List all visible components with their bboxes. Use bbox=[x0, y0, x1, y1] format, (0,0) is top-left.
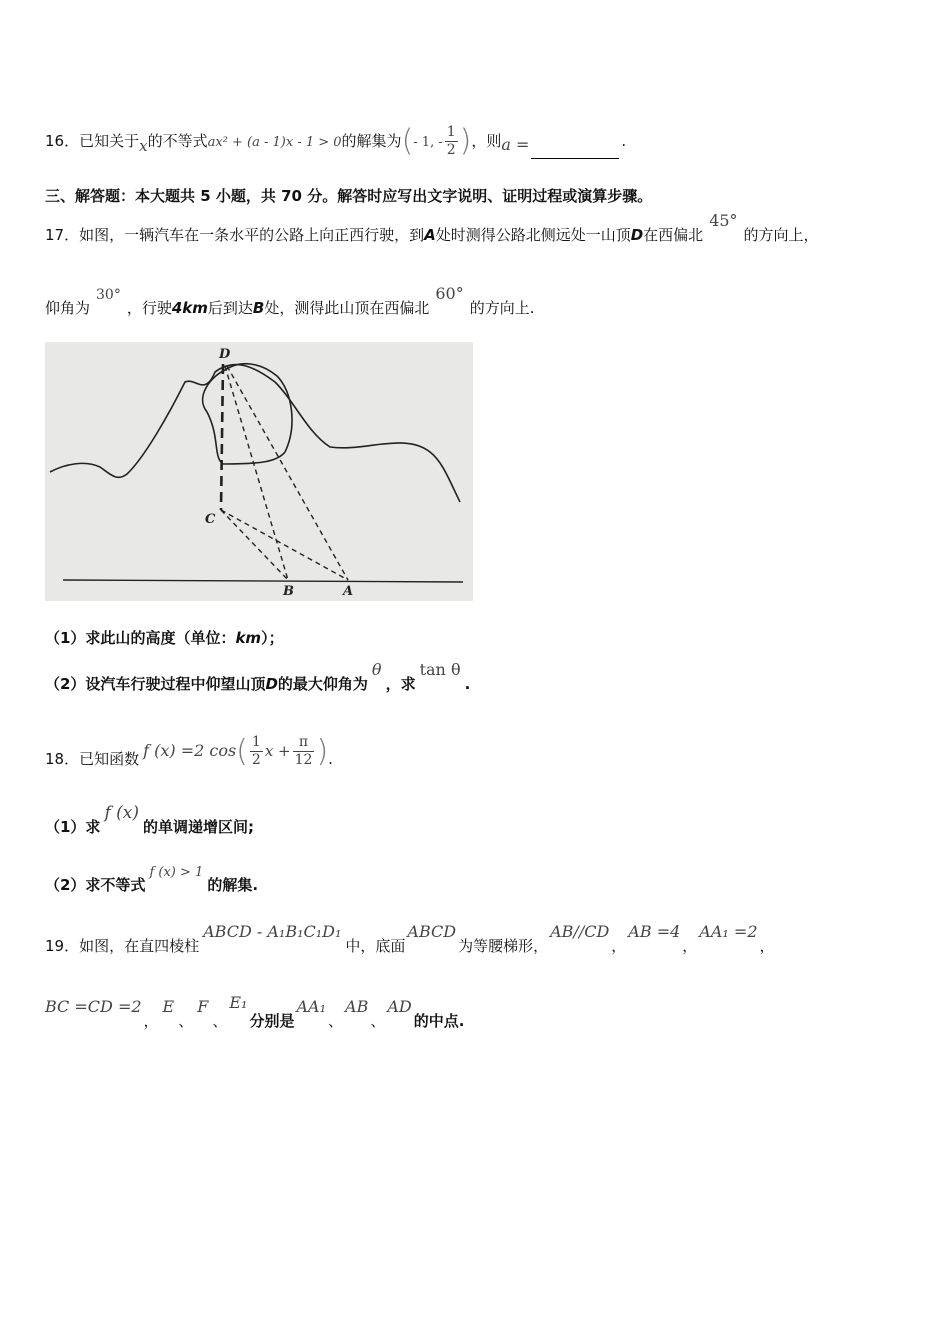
q17-angle-30: 30° bbox=[96, 287, 121, 303]
question-17-line-1 bbox=[45, 211, 819, 246]
q16-interval-left: - 1, - bbox=[413, 135, 443, 150]
line-C-A bbox=[221, 510, 348, 580]
q17-point-A: A bbox=[424, 226, 436, 244]
label-A: A bbox=[343, 584, 354, 599]
q19-mid2: 为等腰梯形， bbox=[458, 937, 549, 955]
q16-period: . bbox=[621, 132, 627, 150]
question-19-line-2 bbox=[45, 993, 465, 1032]
q17-point-B: B bbox=[252, 299, 265, 317]
q16-fraction bbox=[445, 124, 458, 159]
q17-part1-suffix: ）； bbox=[261, 629, 284, 647]
q16-var-x: x bbox=[139, 137, 148, 155]
line-D-B bbox=[225, 366, 288, 580]
q18-left-paren: ( bbox=[236, 733, 248, 769]
q16-frac-den: 2 bbox=[446, 142, 456, 158]
q18-part-1 bbox=[45, 803, 254, 838]
q19-F: F bbox=[197, 997, 209, 1016]
q18-period: . bbox=[328, 750, 333, 768]
q18-prefix: 18．已知函数 bbox=[45, 750, 140, 768]
q17-line2-mid3: 处，测得此山顶在西偏北 bbox=[264, 299, 430, 317]
q17-part2-prefix: （2）设汽车行驶过程中仰望山顶 bbox=[45, 675, 266, 693]
q17-part-1 bbox=[45, 627, 284, 649]
q19-base: ABCD bbox=[407, 922, 457, 941]
q17-part2-mid: 的最大仰角为 bbox=[277, 675, 368, 693]
q19-sep-3: 、 bbox=[328, 1012, 344, 1030]
q18-part1-suffix: 的单调递增区间; bbox=[143, 818, 254, 836]
question-17-line-2 bbox=[45, 284, 535, 320]
q17-part2-end: . bbox=[464, 675, 471, 693]
q18-part-2 bbox=[45, 865, 259, 898]
q17-theta: θ bbox=[371, 660, 382, 679]
q19-mid3: 分别是 bbox=[249, 1012, 295, 1030]
q17-part2-mid2: ，求 bbox=[385, 675, 416, 693]
q16-var-a: a = bbox=[501, 135, 530, 154]
q16-right-paren: ) bbox=[459, 123, 472, 159]
summit-outline bbox=[203, 364, 292, 464]
q19-E1: E₁ bbox=[229, 993, 248, 1012]
q19-sep-1: 、 bbox=[178, 1012, 194, 1030]
q16-answer-blank bbox=[531, 144, 619, 159]
q17-line1-mid2: 在西偏北 bbox=[643, 226, 704, 244]
ground-line bbox=[63, 580, 463, 582]
q19-parallel: AB//CD bbox=[550, 922, 610, 941]
q17-mountain-diagram bbox=[45, 342, 473, 601]
q19-prefix: 19．如图，在直四棱柱 bbox=[45, 937, 200, 955]
q18-func-lhs: f (x) =2 cos bbox=[143, 741, 237, 760]
q16-text-solution: 的解集为 bbox=[341, 132, 402, 150]
q16-text-then: ，则 bbox=[471, 132, 502, 150]
q19-AB: AB bbox=[345, 997, 369, 1016]
q18-right-paren: ) bbox=[316, 733, 329, 769]
q18-part2-ineq: f (x) > 1 bbox=[149, 865, 204, 880]
question-18 bbox=[45, 733, 333, 777]
q16-text-ineq: 的不等式 bbox=[147, 132, 208, 150]
q17-line2-mid: ，行驶 bbox=[126, 299, 172, 317]
q18-x-plus: x + bbox=[264, 742, 291, 760]
q18-frac2-num: π bbox=[293, 734, 315, 752]
q17-part1-unit: km bbox=[235, 629, 262, 647]
q19-AA1: AA₁ bbox=[296, 997, 327, 1016]
q18-part1-prefix: （1）求 bbox=[45, 818, 101, 836]
q17-line1-end: 的方向上， bbox=[743, 226, 819, 244]
q19-comma-2: ， bbox=[682, 937, 698, 955]
q17-angle-45: 45° bbox=[709, 211, 738, 230]
label-D: D bbox=[219, 347, 231, 362]
q17-distance: 4km bbox=[171, 299, 208, 317]
q19-AD: AD bbox=[387, 997, 412, 1016]
line-D-C bbox=[221, 364, 223, 510]
q18-frac1 bbox=[250, 734, 263, 769]
q17-line1-text: 17．如图，一辆汽车在一条水平的公路上向正西行驶，到 bbox=[45, 226, 425, 244]
q17-tan-theta: tan θ bbox=[419, 660, 461, 679]
q18-frac1-den: 2 bbox=[251, 752, 261, 768]
q19-end: 的中点. bbox=[413, 1012, 465, 1030]
q16-frac-num: 1 bbox=[446, 124, 456, 140]
q17-part-2 bbox=[45, 660, 471, 695]
q17-figure-photo bbox=[45, 342, 473, 601]
q16-left-paren: ( bbox=[401, 123, 414, 159]
q17-angle-60: 60° bbox=[435, 284, 464, 303]
q19-aa1-eq: AA₁ =2 bbox=[699, 922, 758, 941]
q19-sep-4: 、 bbox=[370, 1012, 386, 1030]
q18-frac1-num: 1 bbox=[251, 734, 261, 750]
q18-frac2 bbox=[293, 734, 315, 769]
q16-prefix: 16．已知关于 bbox=[45, 132, 140, 150]
q18-part2-prefix: （2）求不等式 bbox=[45, 876, 146, 894]
q17-line1-mid: 处时测得公路北侧远处一山顶 bbox=[435, 226, 631, 244]
q17-line2-start: 仰角为 bbox=[45, 299, 91, 317]
q17-part1-prefix: （1）求此山的高度（单位： bbox=[45, 629, 236, 647]
q19-comma-3: ， bbox=[759, 937, 775, 955]
q19-E: E bbox=[162, 997, 175, 1016]
q17-part2-D: D bbox=[265, 675, 278, 693]
q18-part2-suffix: 的解集. bbox=[207, 876, 259, 894]
q17-line2-mid2: 后到达 bbox=[207, 299, 253, 317]
q16-inequality: ax² + (a - 1)x - 1 > 0 bbox=[207, 135, 342, 150]
q19-ab-eq: AB =4 bbox=[628, 922, 681, 941]
q19-sep-2: 、 bbox=[212, 1012, 228, 1030]
line-C-B bbox=[221, 510, 288, 580]
q19-mid1: 中，底面 bbox=[345, 937, 406, 955]
q19-comma-1: ， bbox=[611, 937, 627, 955]
section-3-heading: 三、解答题：本大题共 5 小题，共 70 分。解答时应写出文字说明、证明过程或演算步骤。 bbox=[45, 187, 653, 205]
q18-frac2-den: 12 bbox=[294, 752, 313, 768]
q17-line2-end: 的方向上. bbox=[469, 299, 535, 317]
question-19-line-1 bbox=[45, 922, 775, 957]
label-B: B bbox=[283, 584, 294, 599]
question-16 bbox=[45, 124, 626, 159]
mountain-outline bbox=[50, 365, 460, 502]
q19-bc-eq: BC =CD =2 bbox=[45, 997, 142, 1016]
q18-part1-func: f (x) bbox=[104, 803, 139, 823]
q19-comma-4: ， bbox=[143, 1012, 159, 1030]
q19-prism: ABCD - A₁B₁C₁D₁ bbox=[203, 922, 342, 941]
q17-point-D: D bbox=[630, 226, 644, 244]
label-C: C bbox=[205, 512, 216, 527]
